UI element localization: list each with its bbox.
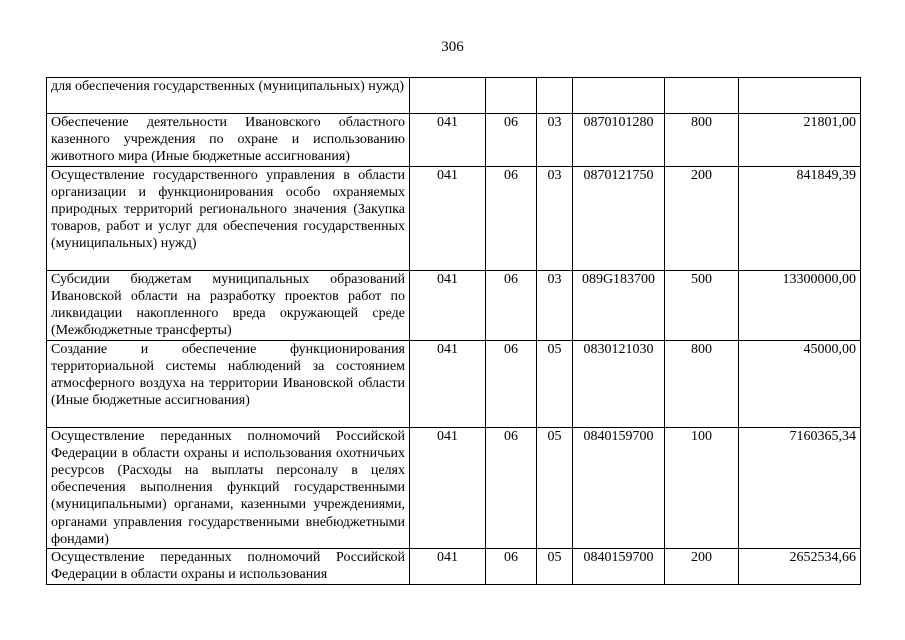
target-article-code — [573, 78, 665, 114]
ministry-code: 041 — [410, 114, 486, 167]
section-code — [486, 78, 537, 114]
table-row — [47, 78, 861, 114]
amount: 7160365,34 — [739, 427, 861, 548]
amount: 13300000,00 — [739, 270, 861, 340]
subsection-code: 05 — [537, 549, 573, 585]
row-description: Осуществление государственного управления в области организации и функционирования особо охраняемых природных территорий регионального значения (Закупка товаров, работ и услуг для обеспечения государственных (муниципальных) нужд) — [47, 166, 410, 270]
subsection-code: 03 — [537, 114, 573, 167]
row-description: Субсидии бюджетам муниципальных образований Ивановской области на разработку проектов работ по ликвидации накопленного вреда окружающей среде (Межбюджетные трансферты) — [47, 270, 410, 340]
expense-type-code: 200 — [665, 166, 739, 270]
table-row — [47, 270, 861, 340]
target-article-code: 089G183700 — [573, 270, 665, 340]
page-number: 306 — [441, 39, 464, 55]
amount: 841849,39 — [739, 166, 861, 270]
section-code: 06 — [486, 549, 537, 585]
target-article-code: 0870121750 — [573, 166, 665, 270]
expense-type-code: 500 — [665, 270, 739, 340]
ministry-code: 041 — [410, 270, 486, 340]
ministry-code: 041 — [410, 427, 486, 548]
row-description: Осуществление переданных полномочий Российской Федерации в области охраны и использования — [47, 549, 410, 585]
table-row — [47, 114, 861, 167]
expense-type-code: 800 — [665, 340, 739, 427]
row-description: для обеспечения государственных (муниципальных) нужд) — [47, 78, 410, 114]
amount: 2652534,66 — [739, 549, 861, 585]
table-row — [47, 427, 861, 548]
table-row — [47, 549, 861, 585]
subsection-code: 05 — [537, 340, 573, 427]
expense-type-code — [665, 78, 739, 114]
row-description: Обеспечение деятельности Ивановского областного казенного учреждения по охране и использованию животного мира (Иные бюджетные ассигнования) — [47, 114, 410, 167]
amount: 45000,00 — [739, 340, 861, 427]
target-article-code: 0870101280 — [573, 114, 665, 167]
row-description: Осуществление переданных полномочий Российской Федерации в области охраны и использования охотничьих ресурсов (Расходы на выплаты персоналу в целях обеспечения выполнения функций государственными (муниципальными) органами, казенными учреждениями, органами управления государственными внебюджетными фондами) — [47, 427, 410, 548]
target-article-code: 0830121030 — [573, 340, 665, 427]
expense-type-code: 200 — [665, 549, 739, 585]
subsection-code: 03 — [537, 270, 573, 340]
subsection-code: 05 — [537, 427, 573, 548]
section-code: 06 — [486, 270, 537, 340]
ministry-code — [410, 78, 486, 114]
row-description: Создание и обеспечение функционирования территориальной системы наблюдений за состоянием атмосферного воздуха на территории Ивановской области (Иные бюджетные ассигнования) — [47, 340, 410, 427]
section-code: 06 — [486, 427, 537, 548]
amount: 21801,00 — [739, 114, 861, 167]
target-article-code: 0840159700 — [573, 549, 665, 585]
budget-table — [46, 77, 861, 585]
amount — [739, 78, 861, 114]
expense-type-code: 800 — [665, 114, 739, 167]
ministry-code: 041 — [410, 549, 486, 585]
subsection-code — [537, 78, 573, 114]
subsection-code: 03 — [537, 166, 573, 270]
expense-type-code: 100 — [665, 427, 739, 548]
table-row — [47, 166, 861, 270]
section-code: 06 — [486, 114, 537, 167]
section-code: 06 — [486, 166, 537, 270]
table-row — [47, 340, 861, 427]
section-code: 06 — [486, 340, 537, 427]
target-article-code: 0840159700 — [573, 427, 665, 548]
ministry-code: 041 — [410, 166, 486, 270]
ministry-code: 041 — [410, 340, 486, 427]
